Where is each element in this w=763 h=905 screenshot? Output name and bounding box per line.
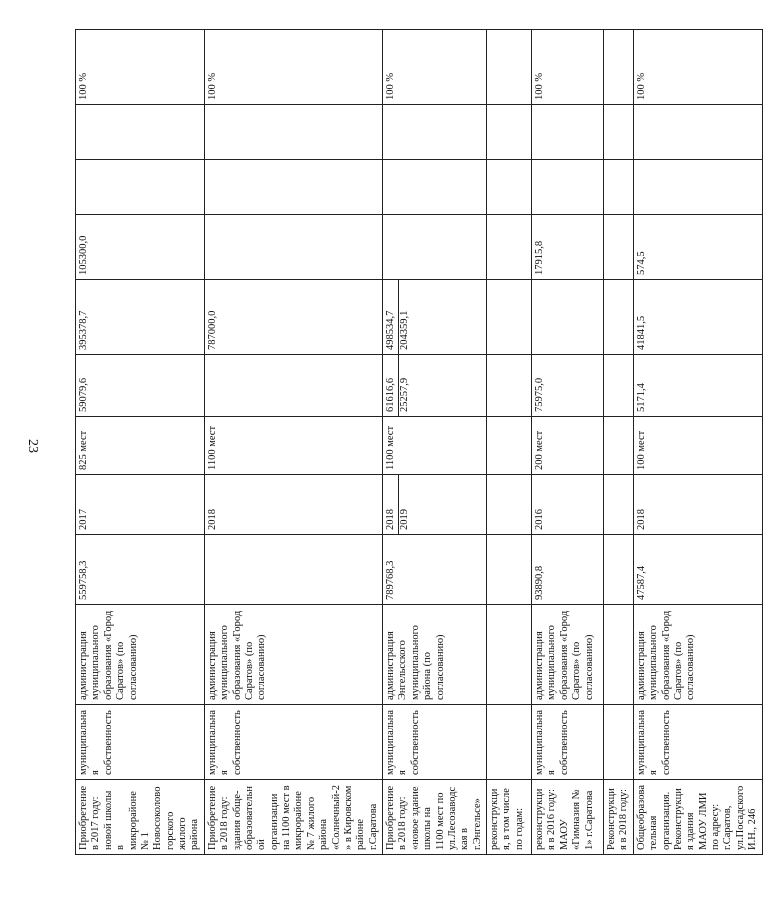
value-second: 25257,9 [398,355,411,416]
percent-cell: 100 % [383,30,487,105]
percent-cell [487,30,532,105]
investment-table [75,29,763,855]
value-first: 498534,7 [385,310,396,350]
capacity-cell: 200 мест [532,417,604,475]
cost-cell [204,535,382,605]
year-cell [604,475,634,535]
cost-cell: 559758,3 [76,535,205,605]
year-first: 2018 [385,509,396,530]
value-cell [383,280,487,355]
percent-cell [604,30,634,105]
value-cell [383,160,487,215]
value-cell [487,355,532,417]
percent-cell: 100 % [204,30,382,105]
object-cell: Реконструкция в 2018 году: [604,780,634,855]
customer-cell: администрация муниципального образования «Город Саратов» (по согласованию) [532,605,604,705]
customer-cell: администрация муниципального образования «Город Саратов» (по согласованию) [633,605,762,705]
table-row [633,30,762,855]
value-cell: 574,5 [633,215,762,280]
customer-cell: администрация муниципального образования «Город Саратов» (по согласованию) [204,605,382,705]
customer-cell: администрация муниципального образования «Город Саратов» (по согласованию) [76,605,205,705]
value-cell: 105300,0 [76,215,205,280]
value-cell: 17915,8 [532,215,604,280]
ownership-cell: муниципальная собственность [633,705,762,780]
ownership-cell [604,705,634,780]
year-cell: 2016 [532,475,604,535]
value-cell [532,105,604,160]
customer-cell [487,605,532,705]
value-cell [204,355,382,417]
value-cell [383,105,487,160]
value-cell [604,280,634,355]
value-cell: 5171,4 [633,355,762,417]
value-cell: 75975,0 [532,355,604,417]
capacity-cell: 100 мест [633,417,762,475]
value-cell [383,355,487,417]
percent-cell: 100 % [633,30,762,105]
table-row [532,30,604,855]
value-cell: 787000,0 [204,280,382,355]
ownership-cell: муниципальная собственность [76,705,205,780]
value-cell [76,105,205,160]
table-row [604,30,634,855]
value-cell [204,160,382,215]
table-row [383,30,487,855]
object-cell: Приобретение в 2018 году: здания обще-образовательной организации на 1100 мест в микрорайоне № 7 жилого района «Солнечный-2» в Кировском районе г.Саратова [204,780,382,855]
page-number: 23 [25,439,40,453]
cost-cell: 789768,3 [383,535,487,605]
customer-cell [604,605,634,705]
cost-cell: 47587,4 [633,535,762,605]
percent-cell: 100 % [76,30,205,105]
object-cell: Приобретение в 2017 году: новой школы в микрорайоне № 1 Новосоколовогорского жилого района [76,780,205,855]
rotated-table-container [75,30,759,855]
object-cell: Общеобразовательная организация. Реконструкция здания МАОУ ЛМИ по адресу: г.Саратов, ул.Посадского И.Н., 246 [633,780,762,855]
table-row [204,30,382,855]
year-cell: 2018 [204,475,382,535]
value-cell: 395378,7 [76,280,205,355]
year-cell: 2017 [76,475,205,535]
value-cell [633,160,762,215]
value-cell [204,215,382,280]
value-cell [487,280,532,355]
capacity-cell [487,417,532,475]
year-cell: 2018 [633,475,762,535]
object-cell: реконструкция в 2016 году: МАОУ «Гимназия № 1» г.Саратова [532,780,604,855]
capacity-cell: 1100 мест [204,417,382,475]
cost-cell [487,535,532,605]
value-cell [487,160,532,215]
year-cell [383,475,487,535]
ownership-cell: муниципальная собственность [204,705,382,780]
value-cell [204,105,382,160]
capacity-cell: 825 мест [76,417,205,475]
value-cell: 41841,5 [633,280,762,355]
value-cell [604,215,634,280]
value-cell [383,215,487,280]
capacity-cell: 1100 мест [383,417,487,475]
value-cell [604,160,634,215]
value-cell [76,160,205,215]
percent-cell: 100 % [532,30,604,105]
value-cell [487,105,532,160]
value-second: 204359,1 [398,280,411,354]
cost-cell [604,535,634,605]
cost-cell: 93890,8 [532,535,604,605]
value-cell [487,215,532,280]
year-second: 2019 [398,475,411,534]
value-cell [633,105,762,160]
value-cell [604,355,634,417]
object-cell: реконструкция, в том числе по годам: [487,780,532,855]
object-cell: Приобретение в 2018 году: «новое здание школы на 1100 мест по ул.Лесозаводская в г.Энгельсе» [383,780,487,855]
value-cell [532,280,604,355]
table-row [76,30,205,855]
year-cell [487,475,532,535]
value-first: 61616,6 [385,377,396,412]
ownership-cell: муниципальная собственность [532,705,604,780]
capacity-cell [604,417,634,475]
table-row [487,30,532,855]
ownership-cell: муниципальная собственность [383,705,487,780]
customer-cell: администрация Энгельсского муниципального района (по согласованию) [383,605,487,705]
value-cell: 59079,6 [76,355,205,417]
value-cell [532,160,604,215]
value-cell [604,105,634,160]
ownership-cell [487,705,532,780]
